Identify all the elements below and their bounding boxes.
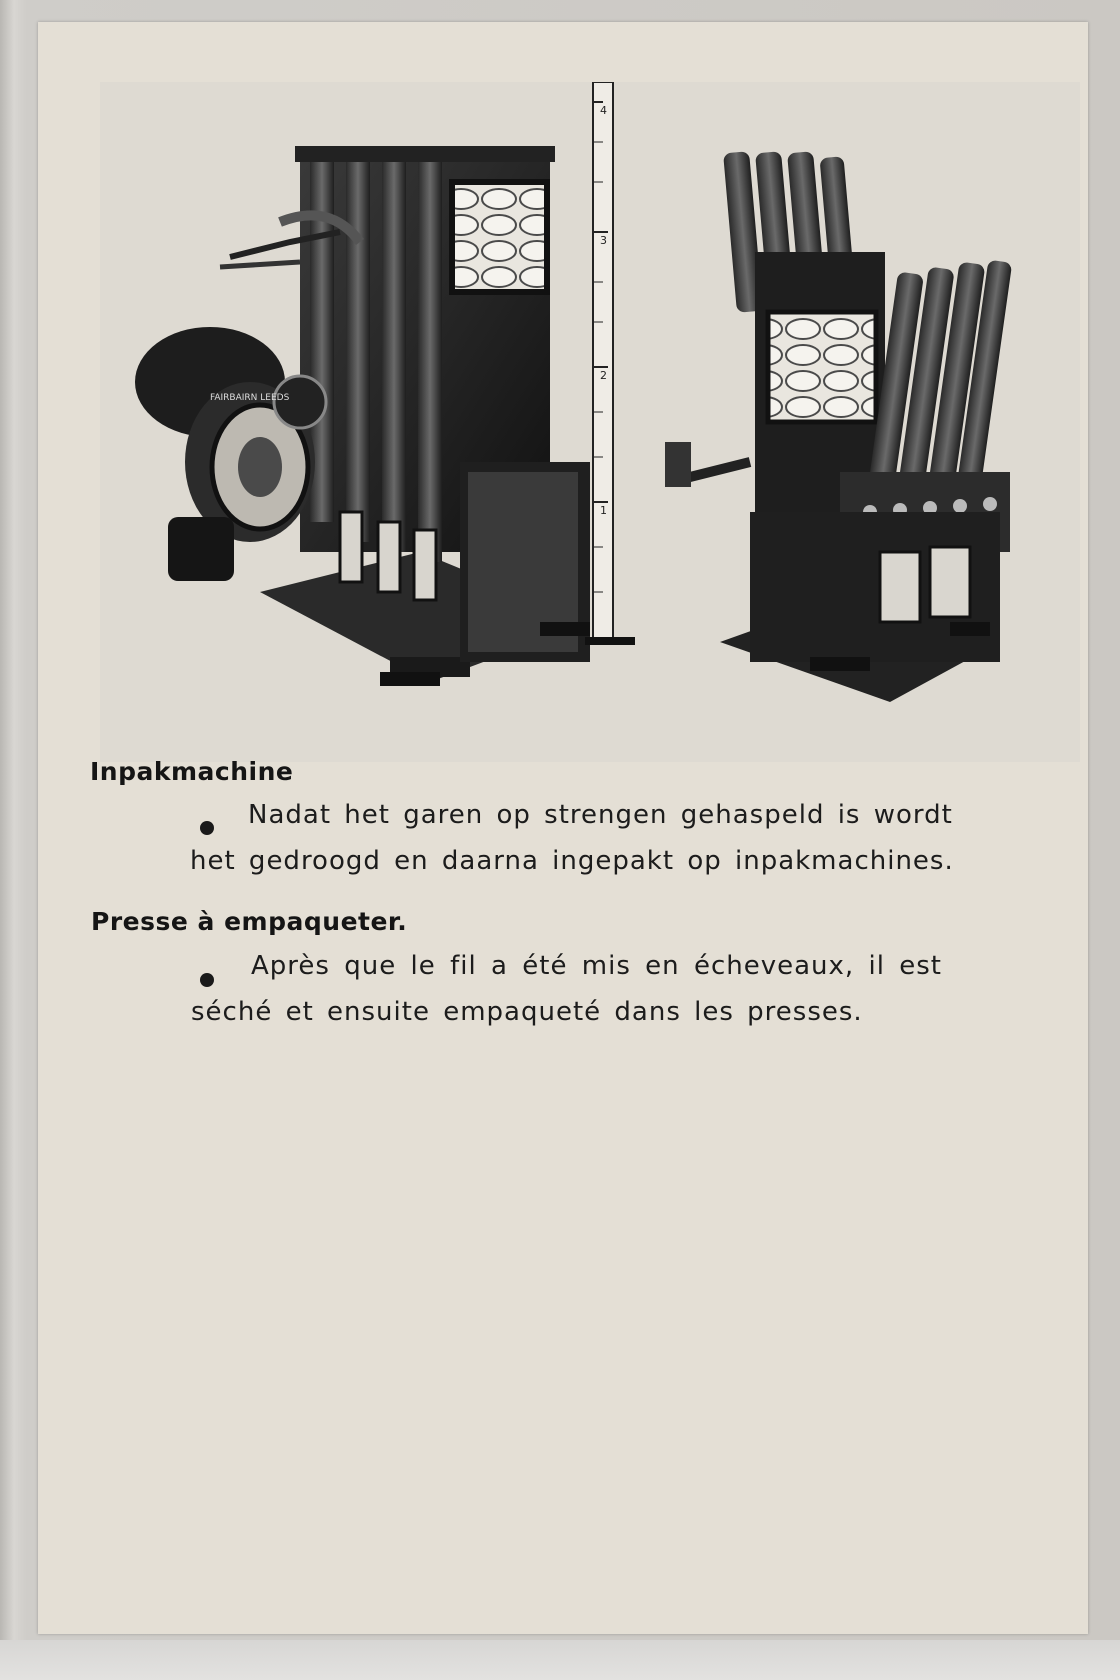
motor-nameplate: FAIRBAIRN LEEDS [210,393,290,403]
scale-label-4: 4 [600,104,607,117]
heading-dutch: Inpakmachine [90,757,294,786]
paragraph-french [191,943,942,1035]
album-page-edge [0,1640,1120,1680]
postcard [38,22,1088,1634]
paragraph-dutch-line-1: Nadat het garen op strengen gehaspeld is wordt [248,800,953,830]
scale-label-3: 3 [600,234,607,247]
paragraph-french-line-2: séché et ensuite empaqueté dans les presses. [191,997,863,1027]
scale-label-1: 1 [600,504,607,517]
caption-block [38,22,1088,1634]
heading-french: Presse à empaqueter. [91,907,408,936]
paragraph-dutch [190,792,954,884]
paragraph-dutch-line-2: het gedroogd en daarna ingepakt op inpakmachines. [190,846,954,876]
scale-label-2: 2 [600,369,607,382]
paragraph-french-line-1: Après que le fil a été mis en écheveaux, il est [251,951,942,981]
